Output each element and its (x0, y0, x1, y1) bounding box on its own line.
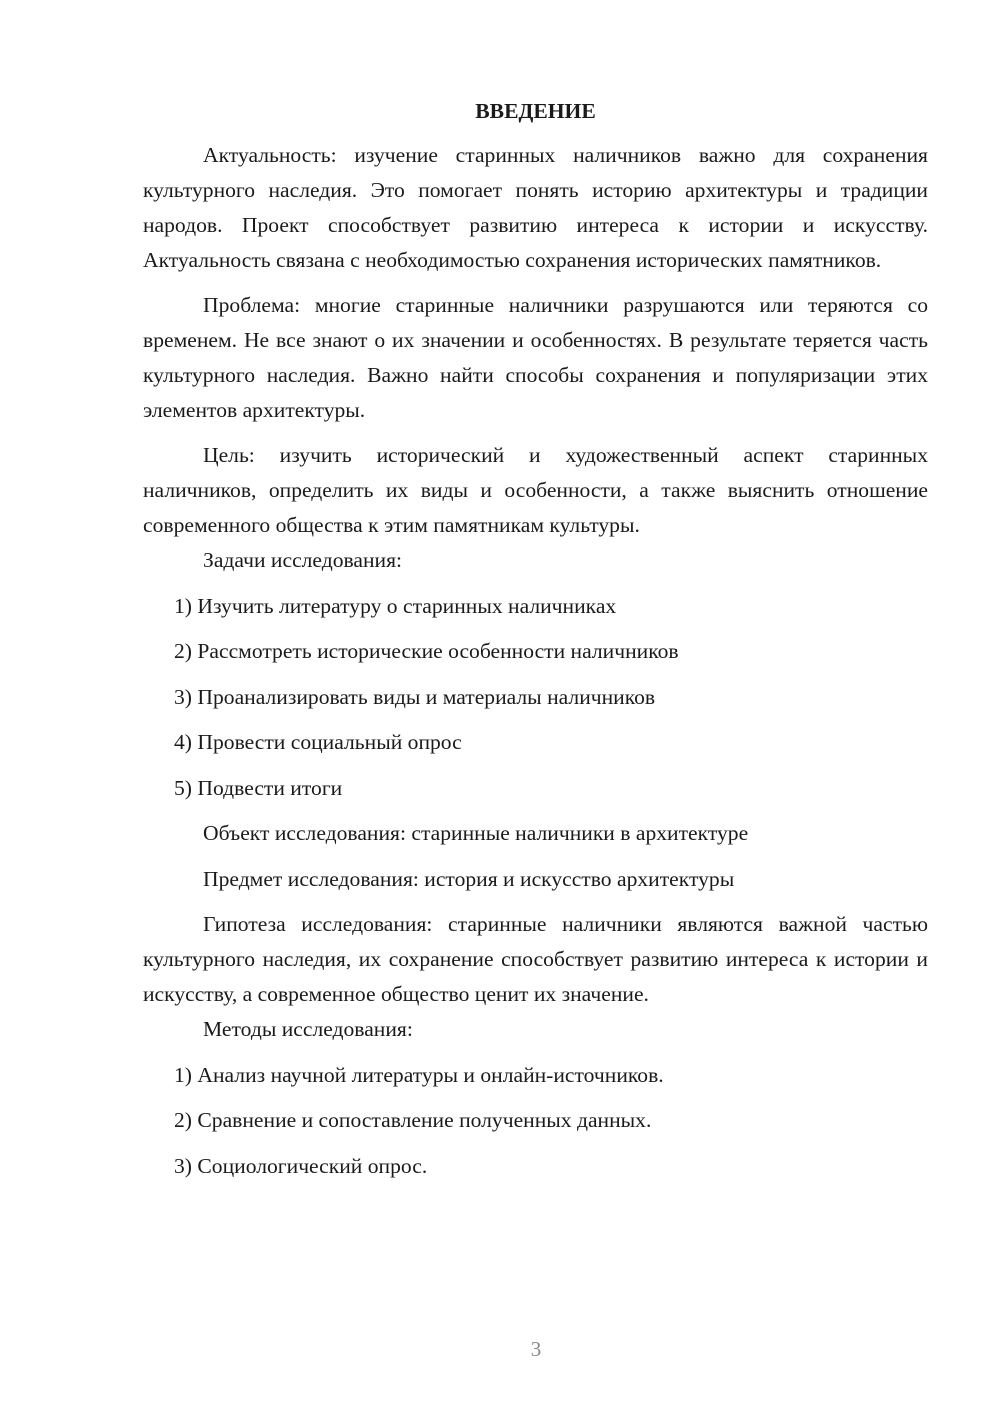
method-item: 2) Сравнение и сопоставление полученных данных. (174, 1108, 652, 1132)
hypothesis-paragraph: Гипотеза исследования: старинные наличники являются важной частью культурного наследия, их сохранение способствует развитию интереса к истории и искусству, а современное общество ценит их значение. (143, 912, 928, 1006)
task-item: 2) Рассмотреть исторические особенности наличников (174, 639, 679, 663)
document-body (143, 96, 928, 1184)
method-item: 1) Анализ научной литературы и онлайн-источников. (174, 1062, 664, 1087)
tasks-heading: Задачи исследования: (203, 548, 403, 572)
subject-line: Предмет исследования: история и искусство архитектуры (203, 866, 735, 891)
methods-heading: Методы исследования: (203, 1017, 413, 1041)
object-line: Объект исследования: старинные наличники в архитектуре (203, 821, 749, 845)
page-title: ВВЕДЕНИЕ (475, 99, 596, 123)
method-item: 3) Социологический опрос. (174, 1153, 428, 1178)
task-item: 4) Провести социальный опрос (174, 730, 462, 754)
problem-paragraph: Проблема: многие старинные наличники разрушаются или теряются со временем. Не все знают о их значении и особенностях. В результате теряется часть культурного наследия. Важно найти способы сохранения и популяризации этих элементов архитектуры. (143, 293, 928, 422)
task-item: 3) Проанализировать виды и материалы наличников (174, 684, 656, 709)
goal-paragraph: Цель: изучить исторический и художественный аспект старинных наличников, определить их виды и особенности, а также выяснить отношение современного общества к этим памятникам культуры. (143, 443, 928, 537)
page-number: 3 (530, 1337, 542, 1361)
relevance-paragraph: Актуальность: изучение старинных наличников важно для сохранения культурного наследия. Это помогает понять историю архитектуры и традиции народов. Проект способствует развитию интереса к истории и искусству. Актуальность связана с необходимостью сохранения исторических памятников. (143, 143, 928, 272)
task-item: 5) Подвести итоги (174, 775, 343, 800)
task-item: 1) Изучить литературу о старинных наличниках (174, 593, 617, 618)
